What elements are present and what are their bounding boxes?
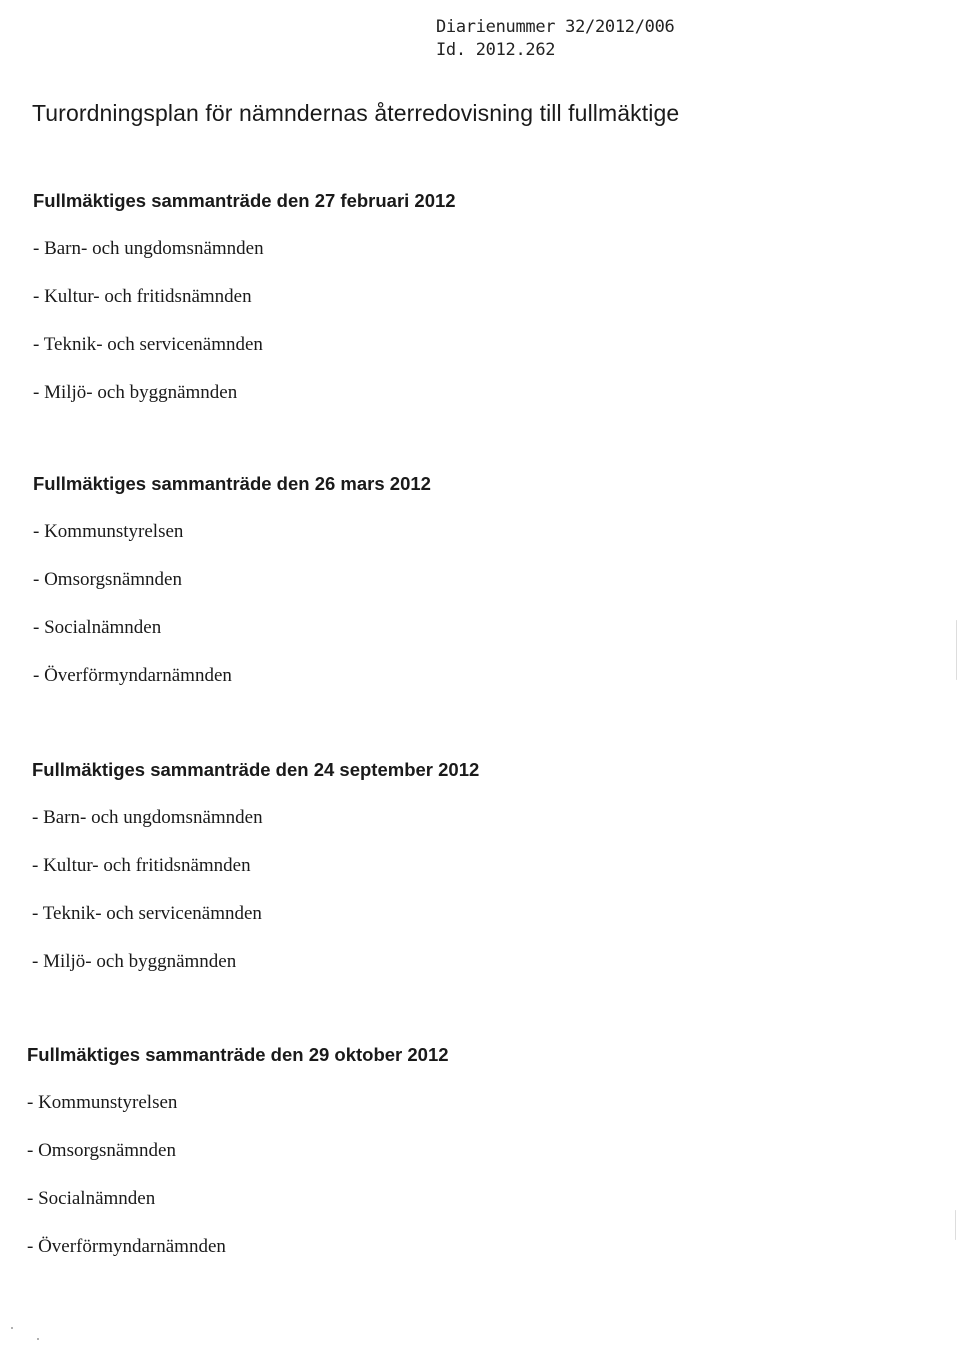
section-heading: Fullmäktiges sammanträde den 24 september 2012 — [32, 759, 480, 780]
document-id-label: Id. 2012.262 — [436, 40, 556, 60]
diarienummer-label: Diarienummer 32/2012/006 — [436, 17, 675, 37]
list-item: - Teknik- och servicenämnden — [32, 903, 262, 924]
section-heading: Fullmäktiges sammanträde den 27 februari 2012 — [33, 190, 456, 211]
list-item: - Kultur- och fritidsnämnden — [32, 855, 251, 876]
meeting-section-october — [27, 1042, 449, 1259]
meeting-section-march — [33, 471, 431, 688]
list-item: - Teknik- och servicenämnden — [33, 334, 263, 355]
meeting-section-september — [32, 757, 479, 974]
meeting-section-february — [33, 188, 456, 405]
committee-list — [27, 1067, 449, 1259]
scan-edge-mark — [955, 1210, 956, 1240]
list-item: - Socialnämnden — [33, 617, 162, 638]
list-item: - Kommunstyrelsen — [27, 1092, 178, 1113]
section-heading: Fullmäktiges sammanträde den 26 mars 2012 — [33, 473, 431, 494]
list-item: - Miljö- och byggnämnden — [33, 382, 238, 403]
list-item: - Miljö- och byggnämnden — [32, 951, 237, 972]
list-item: - Överförmyndarnämnden — [27, 1236, 226, 1257]
committee-list — [33, 496, 431, 688]
scan-speck — [37, 1338, 39, 1340]
list-item: - Kultur- och fritidsnämnden — [33, 286, 252, 307]
list-item: - Omsorgsnämnden — [33, 569, 182, 590]
scan-speck — [11, 1327, 13, 1329]
section-heading: Fullmäktiges sammanträde den 29 oktober 2012 — [27, 1044, 449, 1065]
committee-list — [33, 213, 456, 405]
page-title: Turordningsplan för nämndernas återredovisning till fullmäktige — [32, 100, 680, 126]
list-item: - Socialnämnden — [27, 1188, 156, 1209]
list-item: - Överförmyndarnämnden — [33, 665, 232, 686]
committee-list — [32, 782, 479, 974]
list-item: - Barn- och ungdomsnämnden — [32, 807, 263, 828]
list-item: - Kommunstyrelsen — [33, 521, 184, 542]
scan-edge-mark — [956, 620, 957, 680]
list-item: - Omsorgsnämnden — [27, 1140, 176, 1161]
list-item: - Barn- och ungdomsnämnden — [33, 238, 264, 259]
document-header — [436, 16, 674, 62]
